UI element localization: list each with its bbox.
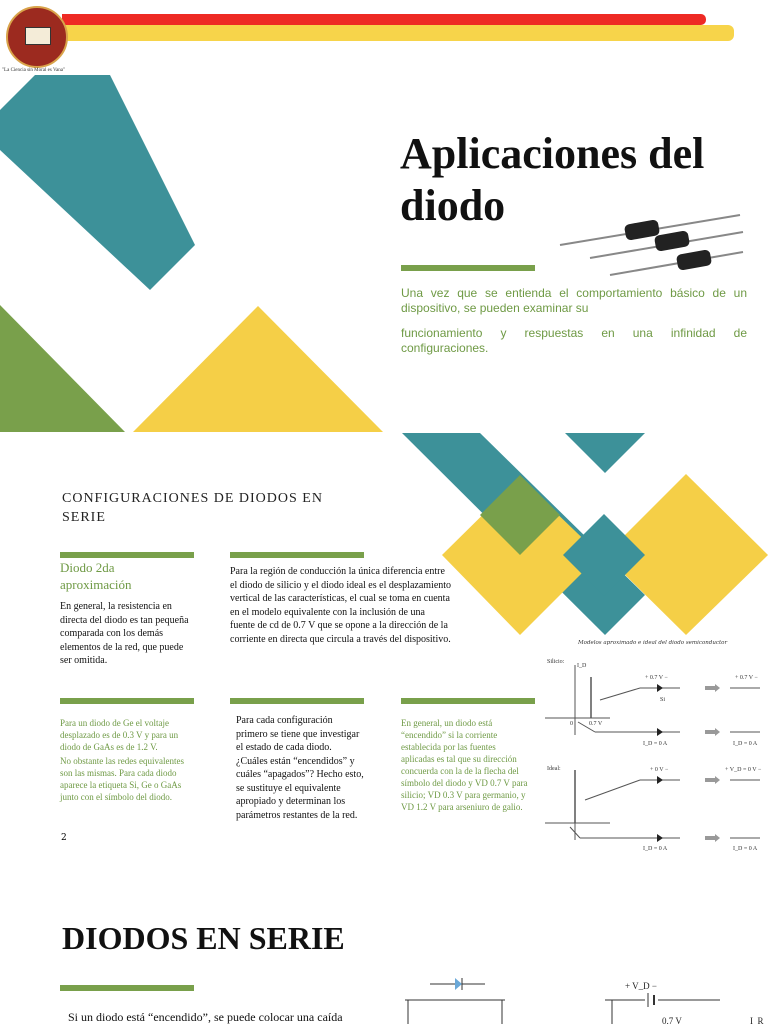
slide1-para1: Una vez que se entienda el comportamiento básico de un dispositivo, se pueden examinar su (401, 286, 747, 315)
svg-text:Si: Si (660, 697, 666, 703)
divider (230, 552, 364, 558)
id-label: I_D (577, 663, 587, 669)
svg-text:+ 0 V −: + 0 V − (650, 767, 669, 773)
slide3-text: Si un diodo está “encendido”, se puede colocar una caída (68, 1010, 343, 1024)
svg-text:+ V_D = 0 V −: + V_D = 0 V − (725, 767, 762, 773)
series-circuit-figures (400, 975, 768, 1024)
svg-text:+ 0.7 V −: + 0.7 V − (645, 675, 668, 681)
teal-small-triangle (565, 433, 645, 473)
svg-text:0.7 V: 0.7 V (662, 1016, 682, 1024)
col2b-text: Para cada configuración primero se tiene que investigar el estado de cada diodo. ¿Cuáles están “encendidos” y cuáles “apagados”? Hecho esto, se sustituye el equivalente apropiado y determinan los parámetros restantes de la red. (236, 715, 364, 821)
green-text-1a: Para un diodo de Ge el voltaje desplazado es de 0.3 V y para un diodo de GaAs es de 1.2 V. (60, 718, 179, 752)
svg-text:Ideal:: Ideal: (547, 766, 561, 772)
green-text-1b: No obstante las redes equivalentes son las mismas. Para cada diodo aparece la etiqueta Si, Ge o GaAs junto con el símbolo del diodo. (60, 756, 184, 802)
title-line-2: diodo (400, 181, 506, 230)
col1-text: En general, la resistencia en directa del diodo es tan pequeña comparada con los demás elementos de la red, que puede ser omitida. (60, 601, 189, 666)
label-silicio: Silicio: (547, 659, 565, 665)
divider (60, 552, 194, 558)
figure-caption: Modelos aproximado e ideal del diodo semiconductor (578, 640, 728, 646)
ir-label: I_R (750, 1016, 764, 1024)
logo-motto: "La Ciencia sin Moral es Vana" (2, 68, 66, 73)
slide2-heading: CONFIGURACIONES DE DIODOS EN SERIE (62, 491, 323, 525)
svg-text:I_D = 0 A: I_D = 0 A (643, 846, 668, 852)
svg-text:0.7 V: 0.7 V (589, 721, 603, 727)
page-number: 2 (61, 833, 67, 843)
svg-text:I_D = 0 A: I_D = 0 A (733, 846, 758, 852)
svg-text:I_D = 0 A: I_D = 0 A (643, 741, 668, 747)
svg-text:I_D = 0 A: I_D = 0 A (733, 741, 758, 747)
divider (60, 698, 194, 704)
title-line-1: Aplicaciones del (400, 129, 705, 178)
diodes-image (555, 200, 745, 280)
vd-label: + V_D − (625, 981, 657, 991)
col2-text: Para la región de conducción la única diferencia entre el diodo de silicio y el diodo ideal es el desplazamiento vertical de las características, el cual se toma en cuenta en el modelo equivalente con la inclusión de una fuente de cd de 0.7 V que se opone a la dirección de la corriente en directa que circula a través del dispositivo. (230, 566, 452, 645)
diode-models-figure (545, 655, 767, 860)
teal-band (0, 75, 195, 290)
slide1-para2: funcionamiento y respuestas en una infinidad de configuraciones. (401, 326, 747, 355)
green-triangle (0, 305, 125, 432)
yellow-triangle (133, 306, 383, 432)
divider (401, 698, 535, 704)
divider (60, 985, 194, 991)
slide3-title: DIODOS EN SERIE (62, 920, 345, 956)
divider (401, 265, 535, 271)
divider (230, 698, 364, 704)
green-text-3: En general, un diodo está “encendido” si la corriente establecida por las fuentes aplicadas es tal que su dirección concuerda con la de la flecha del símbolo del diodo y VD 0.7 V para silicio; VD 0.3 V para germanio, y VD 1.2 V para arseniuro de galio. (401, 718, 528, 812)
svg-text:+ 0.7 V −: + 0.7 V − (735, 675, 758, 681)
subheading: Diodo 2da aproximación (60, 560, 132, 592)
svg-text:0: 0 (570, 721, 573, 727)
